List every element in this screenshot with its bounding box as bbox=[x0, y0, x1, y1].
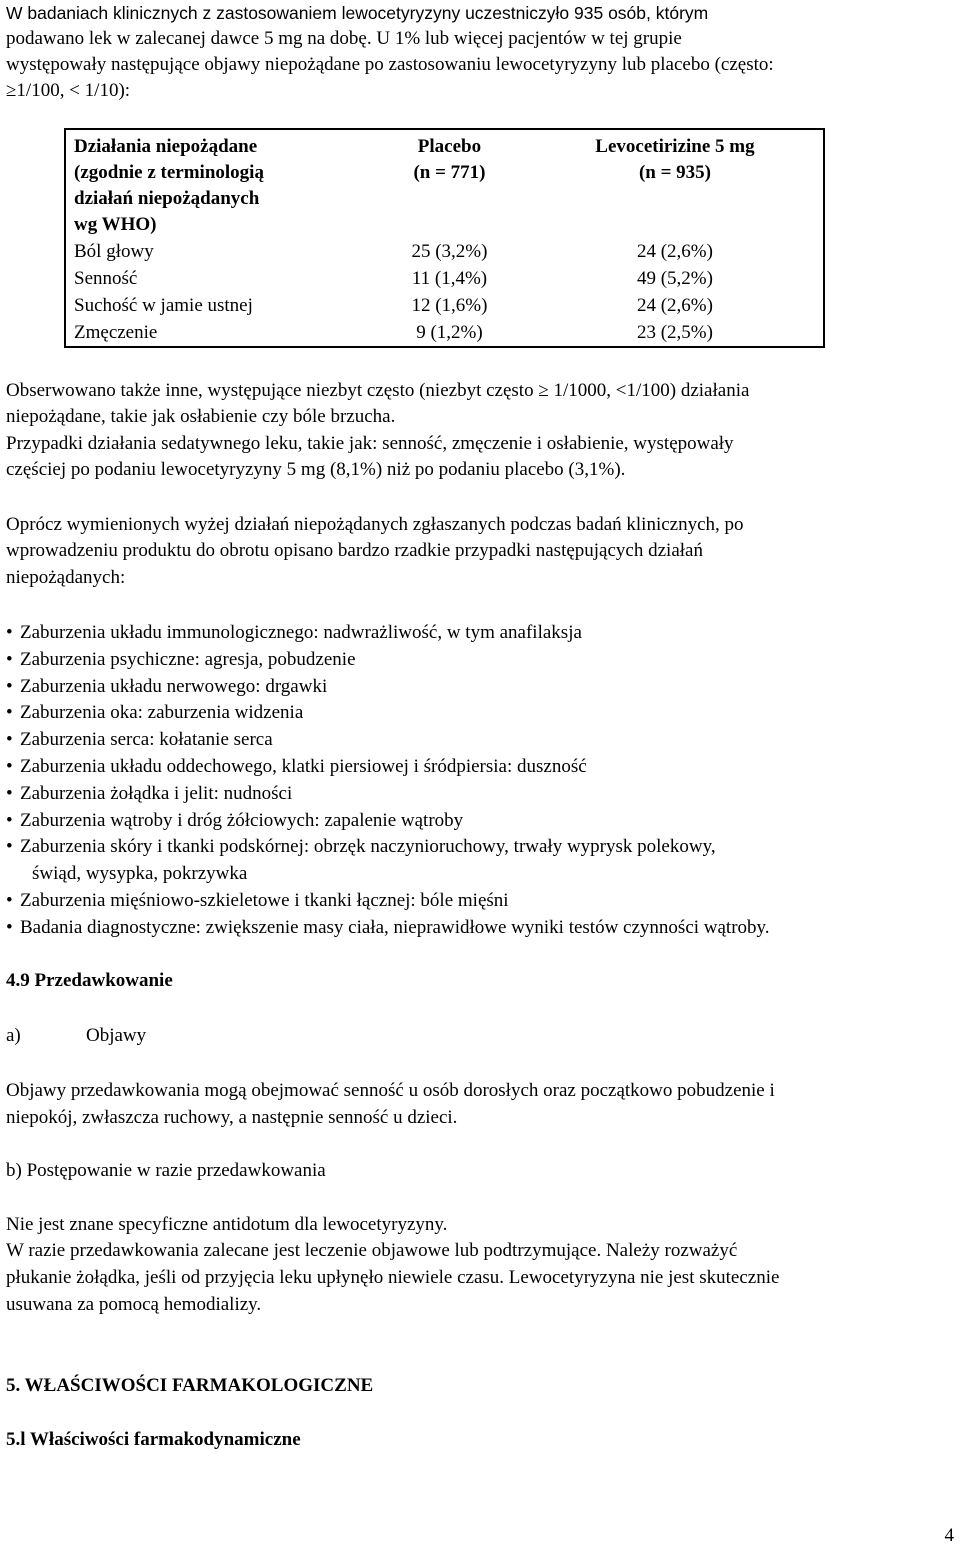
section-heading-pharmacology: 5. WŁAŚCIWOŚCI FARMAKOLOGICZNE bbox=[6, 1375, 374, 1396]
table-row bbox=[65, 265, 824, 292]
cell-levo: 23 (2,5%) bbox=[636, 322, 713, 343]
cell-placebo: 12 (1,6%) bbox=[411, 295, 488, 316]
list-item: • Zaburzenia układu oddechowego, klatki piersiowej i śródpiersia: duszność bbox=[6, 754, 770, 781]
list-item: • Zaburzenia psychiczne: agresja, pobudzenie bbox=[6, 647, 770, 674]
cell-effect: Senność bbox=[74, 268, 138, 289]
paragraph-line: W razie przedawkowania zalecane jest leczenie objawowe lub podtrzymujące. Należy rozważyć bbox=[6, 1240, 738, 1261]
cell-effect: Zmęczenie bbox=[74, 322, 158, 343]
table-row bbox=[65, 238, 824, 265]
paragraph-line: niepożądane, takie jak osłabienie czy bóle brzucha. bbox=[6, 406, 396, 427]
list-item-continuation: świąd, wysypka, pokrzywka bbox=[32, 863, 248, 885]
intro-line: ≥1/100, < 1/10): bbox=[6, 80, 131, 101]
cell-placebo: 25 (3,2%) bbox=[411, 241, 488, 262]
subsection-b-title: b) Postępowanie w razie przedawkowania bbox=[6, 1160, 326, 1181]
list-item: • Zaburzenia układu immunologicznego: nadwrażliwość, w tym anafilaksja bbox=[6, 620, 770, 647]
paragraph-line: płukanie żołądka, jeśli od przyjęcia leku upłynęło niewiele czasu. Lewocetyryzyna nie jest skutecznie bbox=[6, 1267, 780, 1288]
list-item: • Zaburzenia serca: kołatanie serca bbox=[6, 727, 770, 754]
cell-placebo: 9 (1,2%) bbox=[416, 322, 483, 343]
paragraph-line: Obserwowano także inne, występujące niezbyt często (niezbyt często ≥ 1/1000, <1/100) działania bbox=[6, 380, 750, 401]
paragraph-line: usuwana za pomocą hemodializy. bbox=[6, 1294, 262, 1315]
list-item: • Zaburzenia skóry i tkanki podskórnej: obrzęk naczynioruchowy, trwały wyprysk polekowy, bbox=[6, 834, 770, 861]
header-levocetirizine: Levocetirizine 5 mg (n = 935) bbox=[595, 136, 755, 183]
adverse-effects-list bbox=[6, 620, 770, 942]
subsection-heading-pharmacodynamics: 5.l Właściwości farmakodynamiczne bbox=[6, 1429, 301, 1450]
cell-levo: 49 (5,2%) bbox=[636, 268, 713, 289]
cell-levo: 24 (2,6%) bbox=[636, 241, 713, 262]
list-item: • Zaburzenia wątroby i dróg żółciowych: zapalenie wątroby bbox=[6, 808, 770, 835]
paragraph-line: Przypadki działania sedatywnego leku, takie jak: senność, zmęczenie i osłabienie, występowały bbox=[6, 433, 734, 454]
adverse-effects-table bbox=[64, 128, 825, 348]
paragraph-line: Nie jest znane specyficzne antidotum dla lewocetyryzyny. bbox=[6, 1214, 448, 1235]
intro-line: występowały następujące objawy niepożądane po zastosowaniu lewocetyryzyny lub placebo (często: bbox=[6, 54, 774, 75]
cell-levo: 24 (2,6%) bbox=[636, 295, 713, 316]
page-number: 4 bbox=[944, 1525, 954, 1546]
paragraph-line: wprowadzeniu produktu do obrotu opisano bardzo rzadkie przypadki następujących działań bbox=[6, 540, 703, 561]
list-item: • Zaburzenia oka: zaburzenia widzenia bbox=[6, 700, 770, 727]
table-row bbox=[65, 319, 824, 347]
list-item: • Zaburzenia mięśniowo-szkieletowe i tkanki łącznej: bóle mięśni bbox=[6, 888, 770, 915]
cell-effect: Ból głowy bbox=[74, 241, 154, 262]
paragraph-line: Objawy przedawkowania mogą obejmować senność u osób dorosłych oraz początkowo pobudzenie i bbox=[6, 1080, 775, 1101]
paragraph-line: niepokój, zwłaszcza ruchowy, a następnie senność u dzieci. bbox=[6, 1107, 458, 1128]
cell-effect: Suchość w jamie ustnej bbox=[74, 295, 253, 316]
header-placebo: Placebo (n = 771) bbox=[413, 136, 486, 183]
header-effects: Działania niepożądane (zgodnie z terminologią działań niepożądanych wg WHO) bbox=[74, 136, 264, 235]
paragraph-line: częściej po podaniu lewocetyryzyny 5 mg (8,1%) niż po podaniu placebo (3,1%). bbox=[6, 459, 626, 480]
section-heading-overdose: 4.9 Przedawkowanie bbox=[6, 970, 173, 991]
table-row bbox=[65, 292, 824, 319]
table-header-row bbox=[65, 129, 824, 238]
paragraph-line: niepożądanych: bbox=[6, 567, 126, 588]
cell-placebo: 11 (1,4%) bbox=[411, 268, 488, 289]
subsection-a-label: a) bbox=[6, 1025, 21, 1046]
intro-line: podawano lek w zalecanej dawce 5 mg na dobę. U 1% lub więcej pacjentów w tej grupie bbox=[6, 28, 682, 49]
list-item: • Zaburzenia żołądka i jelit: nudności bbox=[6, 781, 770, 808]
intro-line: W badaniach klinicznych z zastosowaniem lewocetyryzyny uczestniczyło 935 osób, którym bbox=[6, 3, 709, 23]
list-item: • Zaburzenia układu nerwowego: drgawki bbox=[6, 674, 770, 701]
paragraph-line: Oprócz wymienionych wyżej działań niepożądanych zgłaszanych podczas badań klinicznych, po bbox=[6, 514, 744, 535]
list-item: • Badania diagnostyczne: zwiększenie masy ciała, nieprawidłowe wyniki testów czynności wątroby. bbox=[6, 915, 770, 942]
subsection-a-title: Objawy bbox=[86, 1025, 147, 1046]
